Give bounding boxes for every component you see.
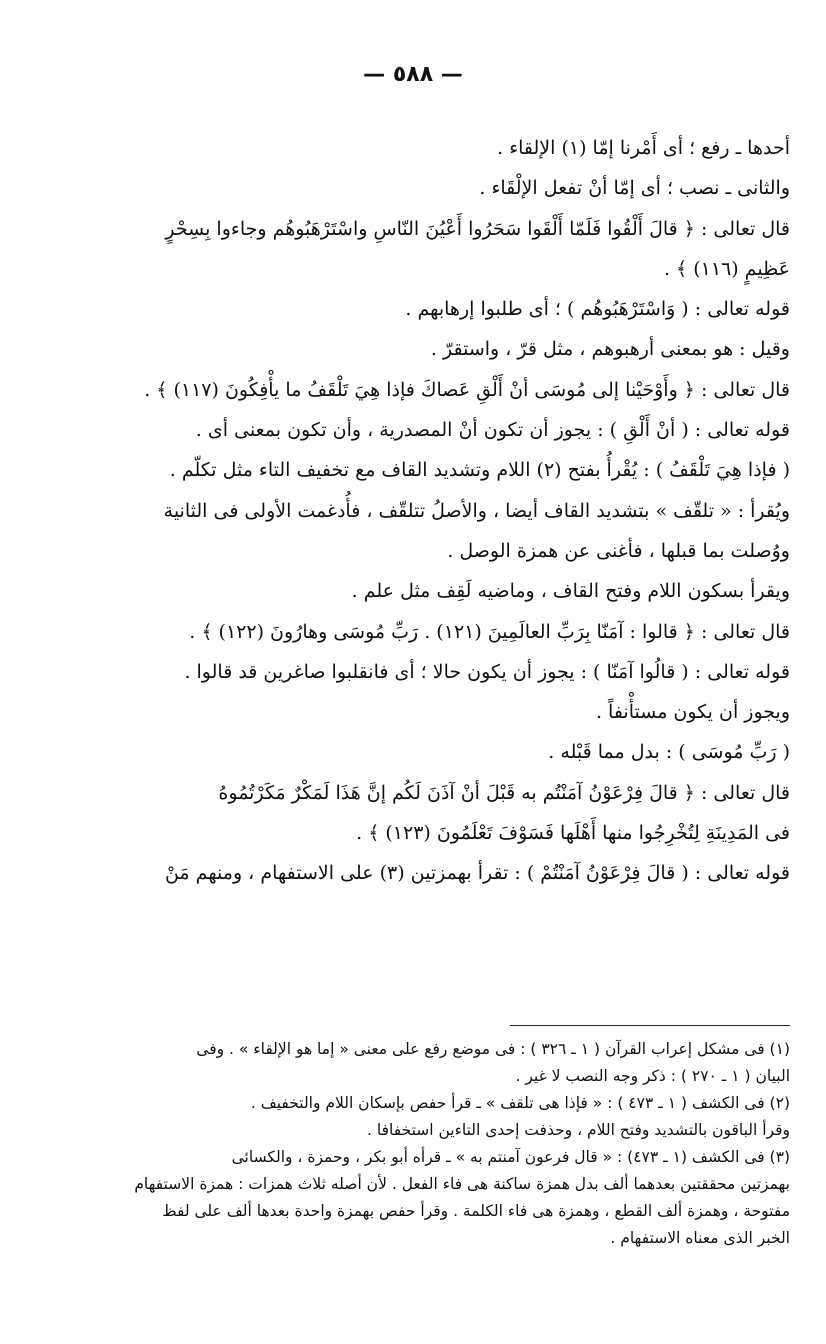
text-line: قال تعالى : ﴿ قالوا : آمَنّا بِرَبِّ العالَمِينَ (١٢١) . رَبِّ مُوسَى وهارُونَ (١٢٢) ﴾ . xyxy=(189,620,790,643)
footnote-line: بهمزتين محققتين بعدهما ألف بدل همزة ساكنة هى فاء الفعل . لأن أصله ثلاث همزات : همزة الاستفهام xyxy=(134,1175,790,1193)
text-line: ( فإذا هِيَ تَلْقَفُ ) : يُقْرأُ بفتح (٢) اللام وتشديد القاف مع تخفيف التاء مثل تكلّم . xyxy=(169,459,790,482)
footnote-line: (٢) فى الكشف ( ١ ـ ٤٧٣ ) : « فإذا هى تلقف » ـ قرأ حفص بإسكان اللام والتخفيف . xyxy=(250,1094,790,1112)
footnote-line: البيان ( ١ ـ ٢٧٠ ) : ذكر وجه النصب لا غير . xyxy=(515,1067,790,1085)
text-line: قال تعالى : ﴿ قالَ أَلْقُوا فَلَمّا أَلْقَوا سَحَرُوا أَعْيُنَ النّاسِ واسْتَرْهَبُوهُم وجاءوا بِسِحْرٍ xyxy=(165,217,790,240)
text-line: ( رَبِّ مُوسَى ) : بدل مما قَبْله . xyxy=(548,741,790,764)
text-line: ويجوز أن يكون مستأْنفاً . xyxy=(595,701,790,724)
footnote-line: (٣) فى الكشف (١ ـ ٤٧٣) : « قال فرعون آمنتم به » ـ قرأه أبو بكر ، وحمزة ، والكسائى xyxy=(231,1148,790,1166)
footnote-line: (١) فى مشكل إعراب القرآن ( ١ ـ ٣٢٦ ) : فى موضع رفع على معنى « إما هو الإلقاء » . وفى xyxy=(196,1040,790,1058)
text-line: والثانى ـ نصب ؛ أى إمّا أنْ تفعل الإلْقَاء . xyxy=(479,177,790,200)
text-line: عَظِيمٍ (١١٦) ﴾ . xyxy=(663,257,790,280)
text-line: وقيل : هو بمعنى أرهبوهم ، مثل قرّ ، واستقرّ . xyxy=(430,338,790,361)
text-line: ويقرأ بسكون اللام وفتح القاف ، وماضيه لَقِف مثل علم . xyxy=(351,580,790,603)
text-line: قال تعالى : ﴿ وأَوْحَيْنا إلى مُوسَى أنْ أَلْقِ عَصاكَ فإذا هِيَ تَلْقَفُ ما يأْفِكُونَ (١١٧) ﴾ . xyxy=(144,378,790,401)
text-line: قوله تعالى : ( قالُوا آمَنّا ) : يجوز أن يكون حالا ؛ أى فانقلبوا صاغرين قد قالوا . xyxy=(184,660,790,683)
text-line: أحدها ـ رفع ؛ أى أَمْرنا إمّا (١) الإلقاء . xyxy=(497,137,790,159)
text-line: قوله تعالى : ( أنْ أَلْقِ ) : يجوز أن تكون أنْ المصدرية ، وأن تكون بمعنى أى . xyxy=(195,419,790,442)
text-line: ووُصلت بما قبلها ، فأغنى عن همزة الوصل . xyxy=(447,539,790,562)
body-text xyxy=(30,128,790,894)
footnotes xyxy=(30,1036,790,1252)
text-line: قال تعالى : ﴿ قالَ فِرْعَوْنُ آمَنْتُم به قَبْلَ أنْ آذَنَ لَكُم إنَّ هَذَا لَمَكْرٌ مَكَرْتُمُوهُ xyxy=(218,781,790,804)
footnote-line: مفتوحة ، وهمزة ألف القطع ، وهمزة هى فاء الكلمة . وقرأ حفص بهمزة واحدة بعدها ألف على لفظ xyxy=(162,1202,790,1220)
text-line: قوله تعالى : ( قالَ فِرْعَوْنُ آمَنْتُمْ ) : تقرأ بهمزتين (٣) على الاستفهام ، ومنهم مَنْ xyxy=(164,862,790,885)
text-line: ويُقرأ : « تلقّف » بتشديد القاف أيضا ، والأصلُ تتلقّف ، فأُدغمت الأولى فى الثانية xyxy=(163,499,790,522)
footnote-line: الخبر الذى معناه الاستفهام . xyxy=(610,1229,790,1247)
text-line: فى المَدِينَةِ لِتُخْرِجُوا منها أَهْلَها فَسَوْفَ تَعْلَمُونَ (١٢٣) ﴾ . xyxy=(356,822,790,845)
text-line: قوله تعالى : ( وَاسْتَرْهَبُوهُم ) ؛ أى طلبوا إرهابهم . xyxy=(405,298,790,321)
footnote-line: وقرأ الباقون بالتشديد وفتح اللام ، وحذفت إحدى التاءين استخفافا . xyxy=(367,1121,790,1139)
page-number: — ٥٨٨ — xyxy=(363,62,463,87)
footnote-divider xyxy=(510,1025,790,1026)
